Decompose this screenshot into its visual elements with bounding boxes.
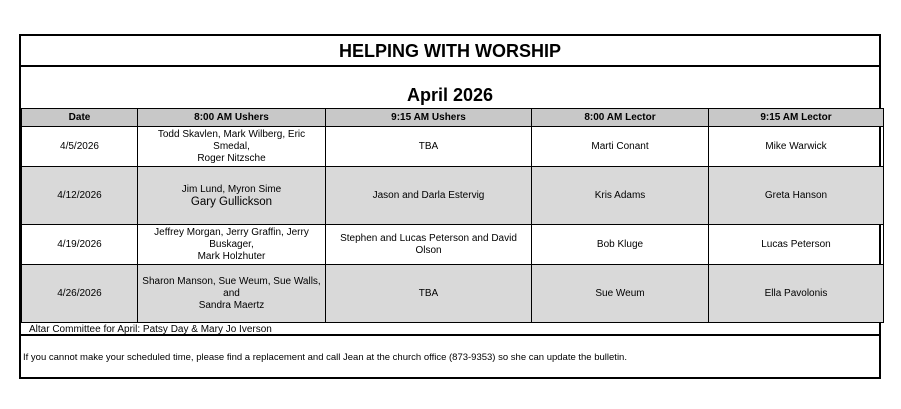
ushers-800-line: Todd Skavlen, Mark Wilberg, Eric Smedal,	[157, 128, 306, 152]
month-heading: April 2026	[406, 85, 494, 105]
table-header-row	[22, 109, 884, 127]
ushers-800-cell	[138, 167, 326, 225]
ushers-800-line: Sharon Manson, Sue Weum, Sue Walls, and	[142, 275, 321, 299]
lector-800-cell: Marti Conant	[532, 127, 709, 167]
table-row	[22, 167, 884, 225]
date-cell: 4/12/2026	[22, 167, 138, 225]
table-row	[22, 225, 884, 265]
altar-committee-line: Altar Committee for April: Patsy Day & Mary Jo Iverson	[21, 322, 879, 336]
lector-915-cell: Greta Hanson	[709, 167, 884, 225]
ushers-800-line: Mark Holzhuter	[197, 250, 266, 262]
footer-note: If you cannot make your scheduled time, please find a replacement and call Jean at the church office (873-9353) so she can update the bulletin.	[23, 352, 627, 363]
date-cell: 4/5/2026	[22, 127, 138, 167]
page-title: HELPING WITH WORSHIP	[21, 36, 879, 67]
header-lector-915: 9:15 AM Lector	[709, 109, 884, 127]
table-row	[22, 127, 884, 167]
ushers-800-line: Roger Nitzsche	[197, 152, 266, 164]
lector-800-cell: Bob Kluge	[532, 225, 709, 265]
ushers-800-line: Jim Lund, Myron Sime	[181, 183, 282, 195]
ushers-800-cell	[138, 265, 326, 323]
lector-800-cell: Sue Weum	[532, 265, 709, 323]
ushers-915-cell: Jason and Darla Estervig	[326, 167, 532, 225]
ushers-800-cell	[138, 127, 326, 167]
lector-915-cell: Mike Warwick	[709, 127, 884, 167]
ushers-800-line: Gary Gullickson	[190, 195, 273, 208]
ushers-800-line: Sandra Maertz	[198, 299, 265, 311]
date-cell: 4/19/2026	[22, 225, 138, 265]
header-date: Date	[22, 109, 138, 127]
date-cell: 4/26/2026	[22, 265, 138, 323]
ushers-915-cell: Stephen and Lucas Peterson and David Olson	[326, 225, 532, 265]
ushers-915-cell: TBA	[326, 127, 532, 167]
lector-800-cell: Kris Adams	[532, 167, 709, 225]
header-ushers-800: 8:00 AM Ushers	[138, 109, 326, 127]
ushers-800-line: Jeffrey Morgan, Jerry Graffin, Jerry Buskager,	[154, 226, 309, 250]
header-lector-800: 8:00 AM Lector	[532, 109, 709, 127]
schedule-sheet	[19, 34, 881, 379]
ushers-915-cell: TBA	[326, 265, 532, 323]
lector-915-cell: Lucas Peterson	[709, 225, 884, 265]
ushers-800-cell	[138, 225, 326, 265]
table-row	[22, 265, 884, 323]
header-ushers-915: 9:15 AM Ushers	[326, 109, 532, 127]
lector-915-cell: Ella Pavolonis	[709, 265, 884, 323]
schedule-table	[21, 108, 884, 323]
